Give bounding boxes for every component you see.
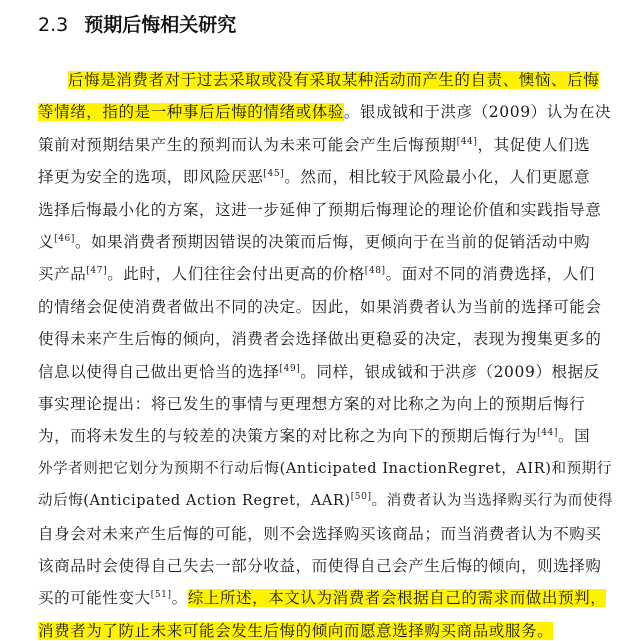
- text-line: [38, 621, 553, 641]
- text-segment: 使得未来产生后悔的倾向，消费者会选择做出更稳妥的决定，表现为搜集更多的: [38, 330, 602, 349]
- text-line: [38, 524, 602, 544]
- citation-ref: [47]: [86, 266, 108, 277]
- text-line: [38, 135, 590, 155]
- text-line: [38, 200, 602, 220]
- text-line: [38, 556, 602, 576]
- text-line: [38, 459, 612, 479]
- text-line: [38, 588, 606, 608]
- text-segment: 该商品时会使得自己失去一部分收益，而使得自己会产生后悔的倾向，则选择购: [38, 557, 602, 575]
- text-segment: 。消费者认为当选择购买行为而使得: [371, 493, 614, 510]
- text-segment: 自身会对未来产生后悔的可能，则不会选择购买该商品；而当消费者认为不购买: [38, 524, 602, 543]
- text-segment: 。银成钺和于洪彦（2009）认为在决: [343, 103, 612, 122]
- highlighted-text: 等情绪，指的是一种事后后悔的情绪或体验: [38, 103, 344, 122]
- section-title: 预期后悔相关研究: [84, 14, 237, 36]
- text-segment: ，其促使人们选: [477, 135, 591, 154]
- highlighted-text: 综上所述，本文认为消费者会根据自己的需求而做出预判，: [187, 589, 607, 608]
- text-segment: 事实理论提出：将已发生的事情与更理想方案的对比称之为向上的预期后悔行: [38, 395, 586, 413]
- text-line: [38, 264, 595, 284]
- citation-ref: [50]: [350, 492, 372, 503]
- text-line: [38, 329, 602, 349]
- text-segment: 。同样，银成钺和于洪彦（2009）根据反: [300, 362, 600, 381]
- text-segment: 外学者则把它划分为预期不行动后悔(Anticipated InactionRegret，AIR)和预期行: [38, 460, 612, 477]
- text-segment: 择更为安全的选项，即风险厌恶: [38, 168, 264, 187]
- text-segment: 。: [171, 589, 188, 608]
- text-line: [68, 70, 599, 90]
- text-segment: 为，而将未发生的与较差的决策方案的对比称之为向下的预期后悔行为: [38, 427, 538, 446]
- citation-ref: [45]: [263, 169, 285, 180]
- text-line: [38, 491, 613, 511]
- text-line: [38, 362, 600, 382]
- text-segment: 。然而，相比较于风险最小化，人们更愿意: [284, 168, 591, 187]
- citation-ref: [46]: [54, 233, 75, 244]
- highlighted-text: 后悔是消费者对于过去采取或没有采取某种活动而产生的自责、懊恼、后悔: [68, 71, 600, 89]
- text-line: [38, 297, 602, 317]
- citation-ref: [44]: [537, 428, 558, 439]
- section-heading: [38, 10, 236, 37]
- citation-ref: [51]: [150, 590, 172, 601]
- text-segment: 。如果消费者预期因错误的决策而后悔，更倾向于在当前的促销活动中购: [74, 233, 591, 251]
- citation-ref: [48]: [364, 266, 386, 277]
- text-segment: 义: [38, 233, 55, 251]
- text-line: [38, 167, 590, 187]
- citation-ref: [44]: [456, 136, 478, 147]
- text-segment: 的情绪会促使消费者做出不同的决定。因此，如果消费者认为当前的选择可能会: [38, 297, 602, 316]
- text-segment: 。此时，人们往往会付出更高的价格: [107, 265, 365, 284]
- text-segment: 选择后悔最小化的方案，这进一步延伸了预期后悔理论的理论价值和实践指导意: [38, 200, 602, 219]
- text-segment: 买产品: [38, 265, 87, 284]
- text-line: [38, 426, 590, 446]
- text-segment: 。面对不同的消费选择，人们: [385, 265, 595, 284]
- text-line: [38, 102, 611, 122]
- citation-ref: [49]: [279, 363, 301, 374]
- text-segment: 信息以使得自己做出更恰当的选择: [38, 362, 280, 381]
- section-number: 2.3: [38, 14, 69, 36]
- text-segment: 动后悔(Anticipated Action Regret，AAR): [38, 493, 351, 510]
- highlighted-text: 消费者为了防止未来可能会发生后悔的倾向而愿意选择购买商品或服务。: [38, 621, 554, 640]
- text-segment: 。国: [557, 427, 591, 446]
- text-segment: 买的可能性变大: [38, 589, 151, 608]
- text-segment: 策前对预期结果产生的预判而认为未来可能会产生后悔预期: [38, 135, 457, 154]
- text-line: [38, 394, 585, 414]
- text-line: [38, 232, 590, 252]
